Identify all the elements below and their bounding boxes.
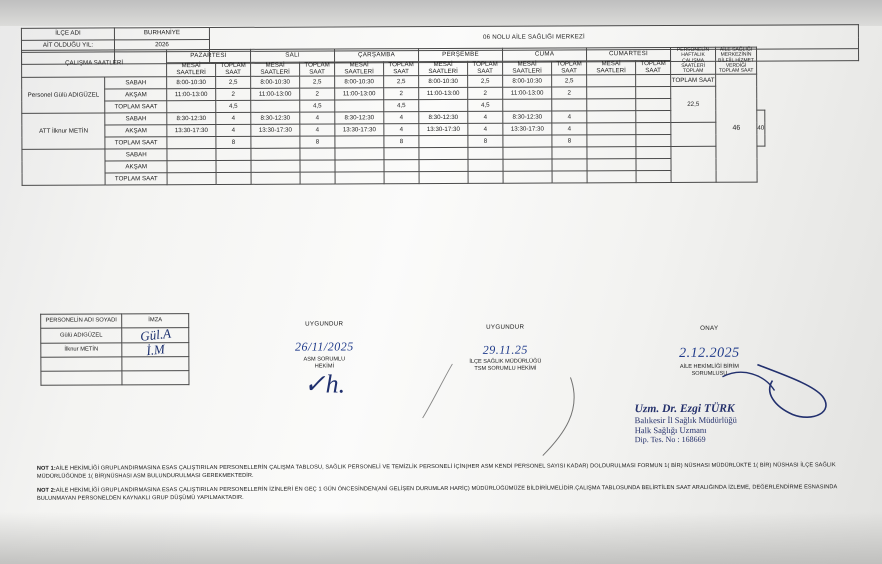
personnel-name-2: ATT İlknur METİN [22,113,106,149]
note-1-title: NOT 1: [36,465,56,472]
shift-time: 13:30-17:30 [503,123,552,135]
year-label: AİT OLDUĞU YIL: [21,40,114,52]
shift-total [216,173,251,185]
shift-time: 8:00-10:30 [503,75,552,87]
shift-time [587,147,636,159]
weekly-total-header: PERSONELİN HAFTALIK ÇALIŞMA SAATLERİ TOPLAM [671,47,716,74]
shift-label: AKŞAM [105,125,167,137]
shift-time [419,100,468,112]
shift-total: 4 [384,112,419,124]
subheader-toplam-sat: TOPLAM SAAT [636,61,671,75]
shift-total [636,135,671,147]
shift-time [167,137,216,149]
shift-time [587,135,636,147]
shift-time: 8:00-10:30 [251,76,300,88]
shift-time [587,75,636,87]
weekly-total-person-3 [671,147,716,183]
shift-time [419,148,468,160]
weekly-total-subheader: TOPLAM SAAT [671,75,716,87]
shift-time [503,171,552,183]
subheader-toplam-mon: TOPLAM SAAT [216,63,251,77]
shift-time: 8:30-12:30 [167,113,216,125]
shift-total [552,159,587,171]
approval-role-2: İLÇE SAĞLIK MÜDÜRLÜĞÜ TSM SORUMLU HEKİMİ [469,358,542,372]
shift-total: 4,5 [468,99,503,111]
shift-label: AKŞAM [105,161,167,173]
shift-time [335,160,384,172]
shift-total [300,160,335,172]
shift-label: SABAH [105,113,167,125]
stamp-name: Uzm. Dr. Ezgi TÜRK [634,402,735,416]
shift-time [419,172,468,184]
work-schedule-table [21,47,765,186]
shift-total: 2,5 [300,76,335,88]
shift-total: 2,5 [216,77,251,89]
shift-time [503,135,552,147]
shift-time [167,101,216,113]
approval-block-onay [634,325,784,379]
subheader-mesai-sat: MESAİ SAATLERİ [587,61,636,75]
signature-mark-3 [122,357,189,371]
shift-total: 2,5 [384,76,419,88]
shift-time: 11:00-13:00 [419,88,468,100]
district-label: İLÇE ADI [21,28,114,40]
shift-total: 8 [384,136,419,148]
shift-total: 4,5 [384,100,419,112]
shift-label: TOPLAM SAAT [105,101,167,113]
shift-time [335,148,384,160]
shift-time [503,147,552,159]
shift-time: 11:00-13:00 [167,89,216,101]
shift-total [636,75,671,87]
footer-notes [37,462,867,510]
subheader-toplam-fri: TOPLAM SAAT [552,61,587,75]
shift-time [251,148,300,160]
shift-time: 8:00-10:30 [335,76,384,88]
approval-caption-1: UYGUNDUR [305,320,344,328]
shift-total: 4 [384,124,419,136]
subheader-mesai-wed: MESAİ SAATLERİ [335,62,384,76]
shift-total [384,148,419,160]
shift-total [468,147,503,159]
approval-block-tsm [440,323,570,373]
approval-date-2: 29.11.25 [482,342,528,357]
shift-time: 8:00-10:30 [167,77,216,89]
personnel-signature-table [40,313,189,386]
shift-time: 8:30-12:30 [419,112,468,124]
stamp-institution: Balıkesir İl Sağlık Müdürlüğü [634,414,737,426]
shift-total: 4 [216,125,251,137]
note-1 [37,462,867,481]
shift-total: 2 [468,87,503,99]
shift-time: 13:30-17:30 [167,125,216,137]
shift-total [384,172,419,184]
subheader-toplam-wed: TOPLAM SAAT [384,62,419,76]
approval-signature-1: ✓h. [303,369,346,399]
shift-total [300,148,335,160]
subheader-mesai-mon: MESAİ SAATLERİ [167,63,216,77]
shift-total [216,149,251,161]
shift-total: 8 [300,136,335,148]
shift-total [552,147,587,159]
shift-time [251,160,300,172]
shift-time [587,99,636,111]
weekly-total-person-2: 40 [757,110,765,146]
weekly-total-person-1: 22,5 [671,87,716,123]
approval-block-asm [264,320,384,399]
note-2-title: NOT 2: [36,487,56,494]
approval-role-1: ASM SORUMLU HEKİMİ [303,356,346,370]
shift-time: 8:00-10:30 [419,76,468,88]
note-2-text: AİLE HEKİMLİĞİ GRUPLANDIRMASINA ESAS ÇALIŞTIRILAN PERSONELLERİN İZİNLERİ EN GEÇ 1 GÜN ÖNCESİNDEN(ANİ GELİŞEN DURUMLAR HARİÇ) MÜDÜRLÜĞÜMÜZE BİLDİRİLMELİDİR.ÇALIŞMA TABLOSUNDA BELİRTİLEN SAAT ARALIĞINDA İZLEME, DEĞERLENDİRME ESNASINDA BULUNMAYAN PERSONELDEN KAYNAKLI GRUP DÜŞÜMÜ YAPILMAKTADIR. [36,484,838,502]
shift-time [587,159,636,171]
shift-time: 13:30-17:30 [251,124,300,136]
shift-time [503,159,552,171]
shift-time [587,111,636,123]
stamp-diploma-no: Dip. Tes. No : 168669 [634,434,706,445]
day-header-monday: PAZARTESİ [167,49,251,63]
shift-total: 2,5 [468,75,503,87]
table-row [41,357,189,372]
shift-total [636,111,671,123]
signature-mark-2: İ.M [122,342,189,357]
subheader-toplam-thu: TOPLAM SAAT [468,61,503,75]
shift-total: 8 [552,135,587,147]
signature-name-header: PERSONELİN ADI SOYADI [41,314,122,328]
shift-total [636,87,671,99]
day-header-thursday: PERŞEMBE [419,48,503,62]
shift-total: 2 [300,88,335,100]
form-sheet [21,24,861,526]
approval-caption-3: ONAY [700,324,719,332]
shift-time [251,100,300,112]
shift-time [419,136,468,148]
shift-total [636,99,671,111]
shift-total: 4,5 [216,101,251,113]
shift-total [384,160,419,172]
shift-time [335,172,384,184]
worktime-header: ÇALIŞMA SAATLERİ [22,50,167,78]
shift-time [335,136,384,148]
shift-total [468,171,503,183]
approval-caption-2: UYGUNDUR [486,323,525,331]
approval-date-1: 26/11/2025 [294,339,354,354]
center-open-hours-header: AİLE SAĞLIĞI MERKEZİNİN BİLFİİL HİZMET VERDİĞİ TOPLAM SAAT [716,47,757,74]
stamp-title: Halk Sağlığı Uzmanı [634,424,707,436]
signature-mark-1: Gül.A [122,328,189,343]
shift-time: 11:00-13:00 [503,87,552,99]
shift-time [419,160,468,172]
shift-total: 4 [468,123,503,135]
day-header-saturday: CUMARTESİ [587,47,671,61]
year-value: 2026 [114,40,209,52]
shift-total: 8 [468,135,503,147]
subheader-mesai-thu: MESAİ SAATLERİ [419,62,468,76]
district-value: BURHANİYE [114,28,209,40]
shift-total [300,172,335,184]
shift-time [167,149,216,161]
signature-name-4 [41,371,122,385]
note-1-text: AİLE HEKİMLİĞİ GRUPLANDIRMASINA ESAS ÇALIŞTIRILAN PERSONELLERİN ÇALIŞMA TABLOSU, SAĞLIK PERSONELİ VE TEMİZLİK PERSONELİ İÇİN(HER ASM KENDİ PERSONEL SAYISI KADAR) DOLDURULMASI FORMUN 1( BİR) NÜSHASI MÜDÜRLÜKTE 1( BİR) NÜSHASI İLÇE SAĞLIK MÜDÜRLÜĞÜNDE 1( BİR)NÜSHASI ASM BULUNDURULMASI GEREKMEKTEDİR. [36,462,836,480]
shift-time: 13:30-17:30 [419,124,468,136]
shift-label: SABAH [105,77,167,89]
shift-total [468,159,503,171]
shift-time [587,87,636,99]
shift-time [251,172,300,184]
shift-total: 4,5 [300,100,335,112]
day-header-tuesday: SALI [251,49,335,63]
personnel-name-1: Personel Gülü ADIGÜZEL [22,77,106,113]
shift-time [167,173,216,185]
shift-time: 8:30-12:30 [335,112,384,124]
shift-time: 8:30-12:30 [503,111,552,123]
shift-time: 11:00-13:00 [251,88,300,100]
official-stamp [635,402,835,444]
table-row [22,170,765,185]
shift-total: 2,5 [552,75,587,87]
shift-total: 4 [468,111,503,123]
shift-label: AKŞAM [105,89,167,101]
shift-total [216,161,251,173]
shift-time [251,136,300,148]
approval-role-3: AİLE HEKİMLİĞİ BİRİM SORUMLUSU [679,363,739,377]
note-2 [37,484,867,503]
shift-total: 8 [216,137,251,149]
shift-time [503,99,552,111]
signature-imza-header: İMZA [122,314,189,328]
subheader-mesai-fri: MESAİ SAATLERİ [503,61,552,75]
shift-total [636,159,671,171]
page-title: 06 NOLU AİLE SAĞLIĞI MERKEZİ [209,25,858,52]
shift-time: 8:30-12:30 [251,112,300,124]
shift-label: TOPLAM SAAT [105,173,167,185]
shift-total: 2 [552,87,587,99]
signature-name-1: Gülü ADIGÜZEL [41,328,122,343]
shift-total [552,99,587,111]
signature-name-3 [41,357,122,371]
shift-time: 13:30-17:30 [335,124,384,136]
shift-total: 4 [552,123,587,135]
shift-label: SABAH [105,149,167,161]
shift-total [636,123,671,135]
table-row [41,371,189,386]
signature-name-2: İlknur METİN [41,343,122,358]
subheader-toplam-tue: TOPLAM SAAT [300,62,335,76]
shift-total [636,147,671,159]
shift-total [636,171,671,183]
shift-total: 4 [300,124,335,136]
center-total-value: 46 [716,74,757,182]
personnel-name-3 [22,149,106,185]
shift-time [335,100,384,112]
signature-mark-4 [122,371,189,385]
approval-date-3: 2.12.2025 [679,345,740,361]
shift-total: 4 [300,112,335,124]
shift-total: 2 [384,88,419,100]
shift-time [587,123,636,135]
day-header-friday: CUMA [503,48,587,62]
shift-total: 4 [216,113,251,125]
table-row [41,342,189,357]
day-header-wednesday: ÇARŞAMBA [335,49,419,63]
subheader-mesai-tue: MESAİ SAATLERİ [251,62,300,76]
shift-label: TOPLAM SAAT [105,137,167,149]
shift-total: 4 [552,111,587,123]
shift-total: 2 [216,89,251,101]
shift-total [552,171,587,183]
table-row [21,25,858,41]
shift-time: 11:00-13:00 [335,88,384,100]
shift-time [167,161,216,173]
shift-time [587,171,636,183]
table-row [41,328,189,343]
